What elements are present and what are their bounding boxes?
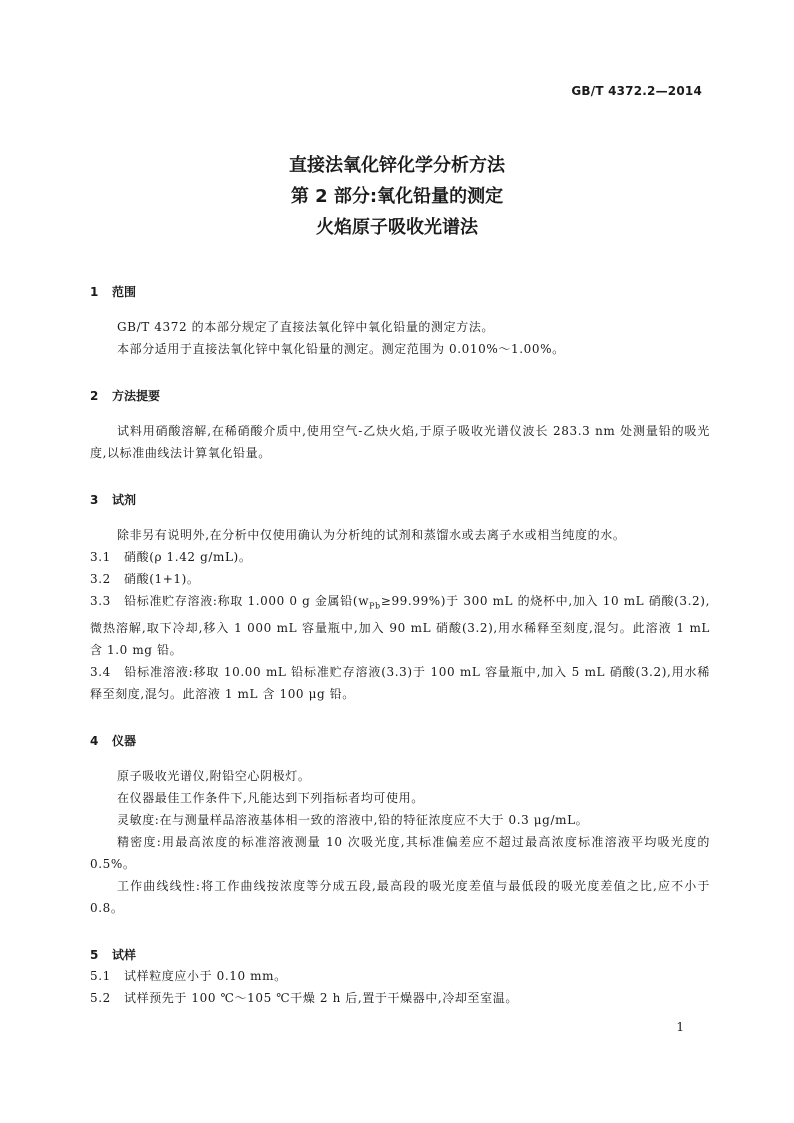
standard-code: GB/T 4372.2—2014 [571,84,702,98]
item-text: 试样预先于 100 ℃～105 ℃干燥 2 h 后,置于干燥器中,冷却至室温。 [124,991,518,1006]
title-line-3: 火焰原子吸收光谱法 [316,217,478,238]
paragraph: 工作曲线线性:将工作曲线按浓度等分成五段,最高段的吸光度差值与最低段的吸光度差值之比,应不小于 0.8。 [90,879,710,916]
section-number: 2 [90,389,99,403]
page-number: 1 [676,1020,684,1034]
title-line-1: 直接法氧化锌化学分析方法 [289,155,505,176]
section-heading-apparatus [90,731,710,751]
section-heading-scope [90,282,710,302]
item-number: 3.3 [90,594,111,608]
item-text: 硝酸(ρ 1.42 g/mL)。 [124,550,252,564]
item-number: 3.4 [90,665,111,680]
section-heading-principle [90,386,710,406]
paragraph: 除非另有说明外,在分析中仅使用确认为分析纯的试剂和蒸馏水或去离子水或相当纯度的水。 [117,528,626,542]
section-heading-sample [90,945,710,965]
list-item [90,965,710,987]
section-heading-reagents [90,490,710,510]
section-title: 方法提要 [112,389,161,403]
paragraph: 试料用硝酸溶解,在稀硝酸介质中,使用空气-乙炔火焰,于原子吸收光谱仪波长 283.3 nm 处测量铅的吸光度,以标准曲线法计算氧化铅量。 [90,424,710,460]
item-number: 3.2 [90,572,111,586]
list-item [90,546,710,568]
item-text: 铅标准贮存溶液:称取 1.000 0 g 金属铅(w [124,594,370,608]
section-title: 试样 [112,948,137,963]
section-title: 仪器 [112,734,137,749]
item-text: 硝酸(1+1)。 [124,572,200,586]
paragraph: 精密度:用最高浓度的标准溶液测量 10 次吸光度,其标准偏差应不超过最高浓度标准溶液平均吸光度的 0.5%。 [90,835,710,872]
section-number: 3 [90,493,99,507]
item-text: 铅标准溶液:移取 10.00 mL 铅标准贮存溶液(3.3)于 100 mL 容量瓶中,加入 5 mL 硝酸(3.2),用水稀释至刻度,混匀。此溶液 1 mL 含 100 μg 铅。 [90,665,710,702]
section-title: 试剂 [112,493,137,507]
title-line-2: 第 2 部分:氧化铅量的测定 [290,186,504,207]
list-item [90,661,710,705]
list-item [90,568,710,590]
list-item [90,590,710,661]
paragraph: 在仪器最佳工作条件下,凡能达到下列指标者均可使用。 [117,791,424,806]
paragraph: GB/T 4372 的本部分规定了直接法氧化锌中氧化铅量的测定方法。 [117,320,495,334]
paragraph: 原子吸收光谱仪,附铅空心阴极灯。 [117,769,311,784]
section-number: 5 [90,948,99,963]
item-text: 试样粒度应小于 0.10 mm。 [124,969,287,984]
paragraph: 灵敏度:在与测量样品溶液基体相一致的溶液中,铅的特征浓度应不大于 0.3 μg/mL。 [117,813,589,828]
item-number: 5.1 [90,969,111,984]
section-number: 1 [90,285,99,299]
document-body [90,282,710,1009]
paragraph: 本部分适用于直接法氧化锌中氧化铅量的测定。测定范围为 0.010%～1.00%。 [117,342,565,356]
list-item [90,987,710,1009]
section-number: 4 [90,734,99,749]
item-number: 3.1 [90,550,111,564]
subscript-pb: Pb [369,601,381,611]
item-text-cont: ≥99.99%)于 300 mL 的烧杯中,加入 10 mL 硝酸(3.2),微热溶解,取下冷却,移入 1 000 mL 容量瓶中,加入 90 mL 硝酸(3.2),用水稀释至刻度,混匀。此溶液 1 mL 含 1.0 mg 铅。 [90,594,710,658]
item-number: 5.2 [90,991,111,1006]
section-title: 范围 [112,285,137,299]
document-title [0,150,794,243]
